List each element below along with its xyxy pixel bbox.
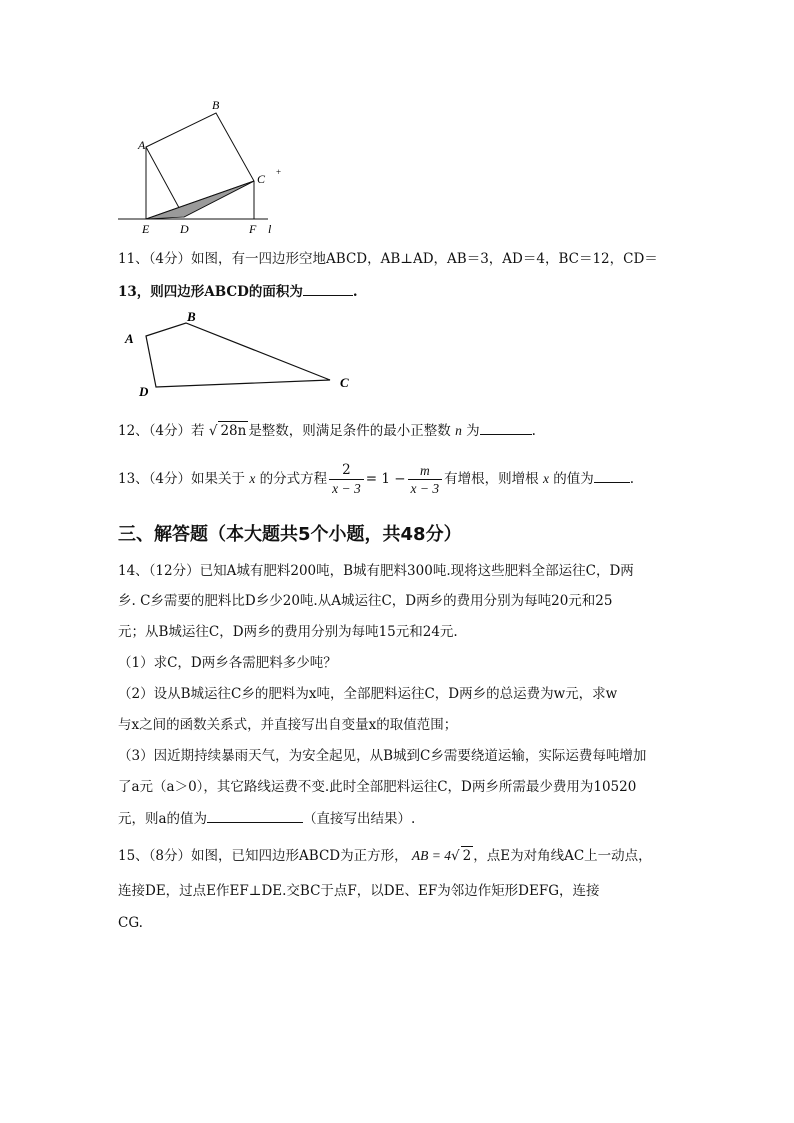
question-14-part-3-line-1: （3）因近期持续暴雨天气，为安全起见，从B城到C乡需要绕道运输，实际运费每吨增加 [118, 748, 647, 764]
q11-label-b: B [187, 309, 196, 324]
question-14-part-3-line-3 [118, 809, 678, 828]
question-12-answer-blank[interactable] [480, 421, 532, 435]
q11-label-a: A [125, 331, 134, 346]
question-13-end: . [629, 471, 635, 487]
question-11-answer-blank[interactable] [303, 282, 353, 296]
fraction-1-denominator: x − 3 [332, 481, 361, 496]
question-13-text-after: 有增根，则增根 [444, 471, 539, 487]
question-14-line1: 已知A城有肥料200吨，B城有肥料300吨.现将这些肥料全部运往C，D两 [199, 563, 634, 579]
label-e: E [142, 222, 150, 236]
question-14-score: （12分） [148, 563, 200, 579]
question-12-text-end: 为 [466, 423, 480, 439]
question-15-ab-eq: AB = 4 [411, 848, 452, 863]
question-14-answer-blank[interactable] [207, 809, 303, 823]
fraction-2-numerator: m [408, 462, 443, 480]
question-14-number: 14、 [118, 563, 149, 579]
question-13-var2: x [542, 471, 549, 486]
question-14-part-2-line-2: 与x之间的函数关系式，并直接写出自变量x的取值范围； [118, 717, 458, 733]
question-15-line-2: 连接DE，过点E作EF⊥DE.交BC于点F，以DE、EF为邻边作矩形DEFG，连接 [118, 883, 600, 899]
question-13-text-end: 的值为 [553, 471, 594, 487]
question-12-score: （4分） [148, 423, 192, 439]
label-mark: + [276, 167, 282, 177]
question-11-number: 11、 [118, 251, 149, 267]
fraction-2-denominator: x − 3 [410, 481, 440, 496]
label-a: A [138, 138, 146, 152]
question-14-part-2-line-1: （2）设从B城运往C乡的肥料为x吨，全部肥料运往C，D两乡的总运费为w元，求w [118, 686, 618, 702]
fraction-1 [329, 462, 364, 497]
question-14-line-3: 元；从B城运往C，D两乡的费用分别为每吨15元和24元. [118, 624, 458, 640]
question-11-text-1: 如图，有一四边形空地ABCD，AB⊥AD，AB＝3，AD＝4，BC＝12，CD＝ [191, 251, 658, 267]
label-c: C [257, 172, 266, 186]
question-13-text-mid: 的分式方程 [259, 471, 328, 487]
question-15-line-3: CG. [118, 915, 143, 931]
question-15-score: （8分） [148, 848, 192, 864]
question-14-part-3-text-b: （直接写出结果）. [303, 811, 416, 827]
question-12-end: . [531, 423, 536, 439]
fraction-1-numerator: 2 [329, 462, 364, 480]
label-b: B [212, 98, 220, 112]
question-15-line-1 [118, 846, 678, 865]
sqrt-sign: √ [208, 423, 218, 439]
question-13-var: x [249, 471, 256, 486]
question-14-part-3-line-2: 了a元（a＞0），其它路线运费不变.此时全部肥料运往C，D两乡所需最少费用为10520 [118, 779, 637, 795]
question-12-text-before: 若 [191, 423, 205, 439]
question-13-answer-blank[interactable] [594, 469, 630, 483]
equation-equals: = 1 − [365, 471, 406, 487]
question-12 [118, 421, 678, 440]
question-14-line-1 [118, 562, 678, 580]
question-15-line1a: 如图，已知四边形ABCD为正方形， [191, 848, 408, 864]
q11-quadrilateral-figure [118, 302, 368, 402]
question-14-part-3-text-a: 元，则a的值为 [118, 811, 208, 827]
segment-ec [146, 181, 254, 219]
question-15-line1b: ，点E为对角线AC上一动点， [473, 848, 652, 864]
question-14-line-2: 乡. C乡需要的肥料比D乡少20吨.从A城运往C，D两乡的费用分别为每吨20元和25 [118, 593, 613, 609]
question-13-text-before: 如果关于 [191, 471, 246, 487]
question-13-score: （4分） [148, 471, 192, 487]
fraction-2 [408, 462, 443, 497]
question-11-score: （4分） [148, 251, 192, 267]
question-11-line-2 [118, 282, 678, 301]
question-12-text-after: 是整数，则满足条件的最小正整数 [248, 423, 451, 439]
quadrilateral-abcd [146, 323, 330, 387]
question-15-number: 15、 [118, 848, 149, 864]
q11-label-d: D [139, 384, 149, 399]
question-12-radicand: 28n [220, 423, 247, 439]
label-l: l [268, 222, 272, 236]
sqrt-sign-2: √ [451, 848, 460, 864]
section-3-title: 三、解答题（本大题共5个小题，共48分） [118, 524, 462, 545]
q11-label-c: C [340, 375, 349, 390]
question-11-end: . [352, 284, 358, 300]
question-12-var: n [455, 423, 462, 438]
label-d: D [180, 222, 189, 236]
question-12-number: 12、 [118, 423, 149, 439]
question-15-sqrt-val: 2 [462, 848, 472, 864]
question-11-line-1 [118, 250, 678, 268]
question-11-text-2: 13，则四边形ABCD的面积为 [118, 284, 303, 300]
top-geometry-figure [110, 95, 310, 240]
label-f: F [249, 222, 257, 236]
question-13-number: 13、 [118, 471, 149, 487]
question-14-part-1: （1）求C，D两乡各需肥料多少吨？ [118, 655, 337, 671]
question-13 [118, 461, 678, 497]
